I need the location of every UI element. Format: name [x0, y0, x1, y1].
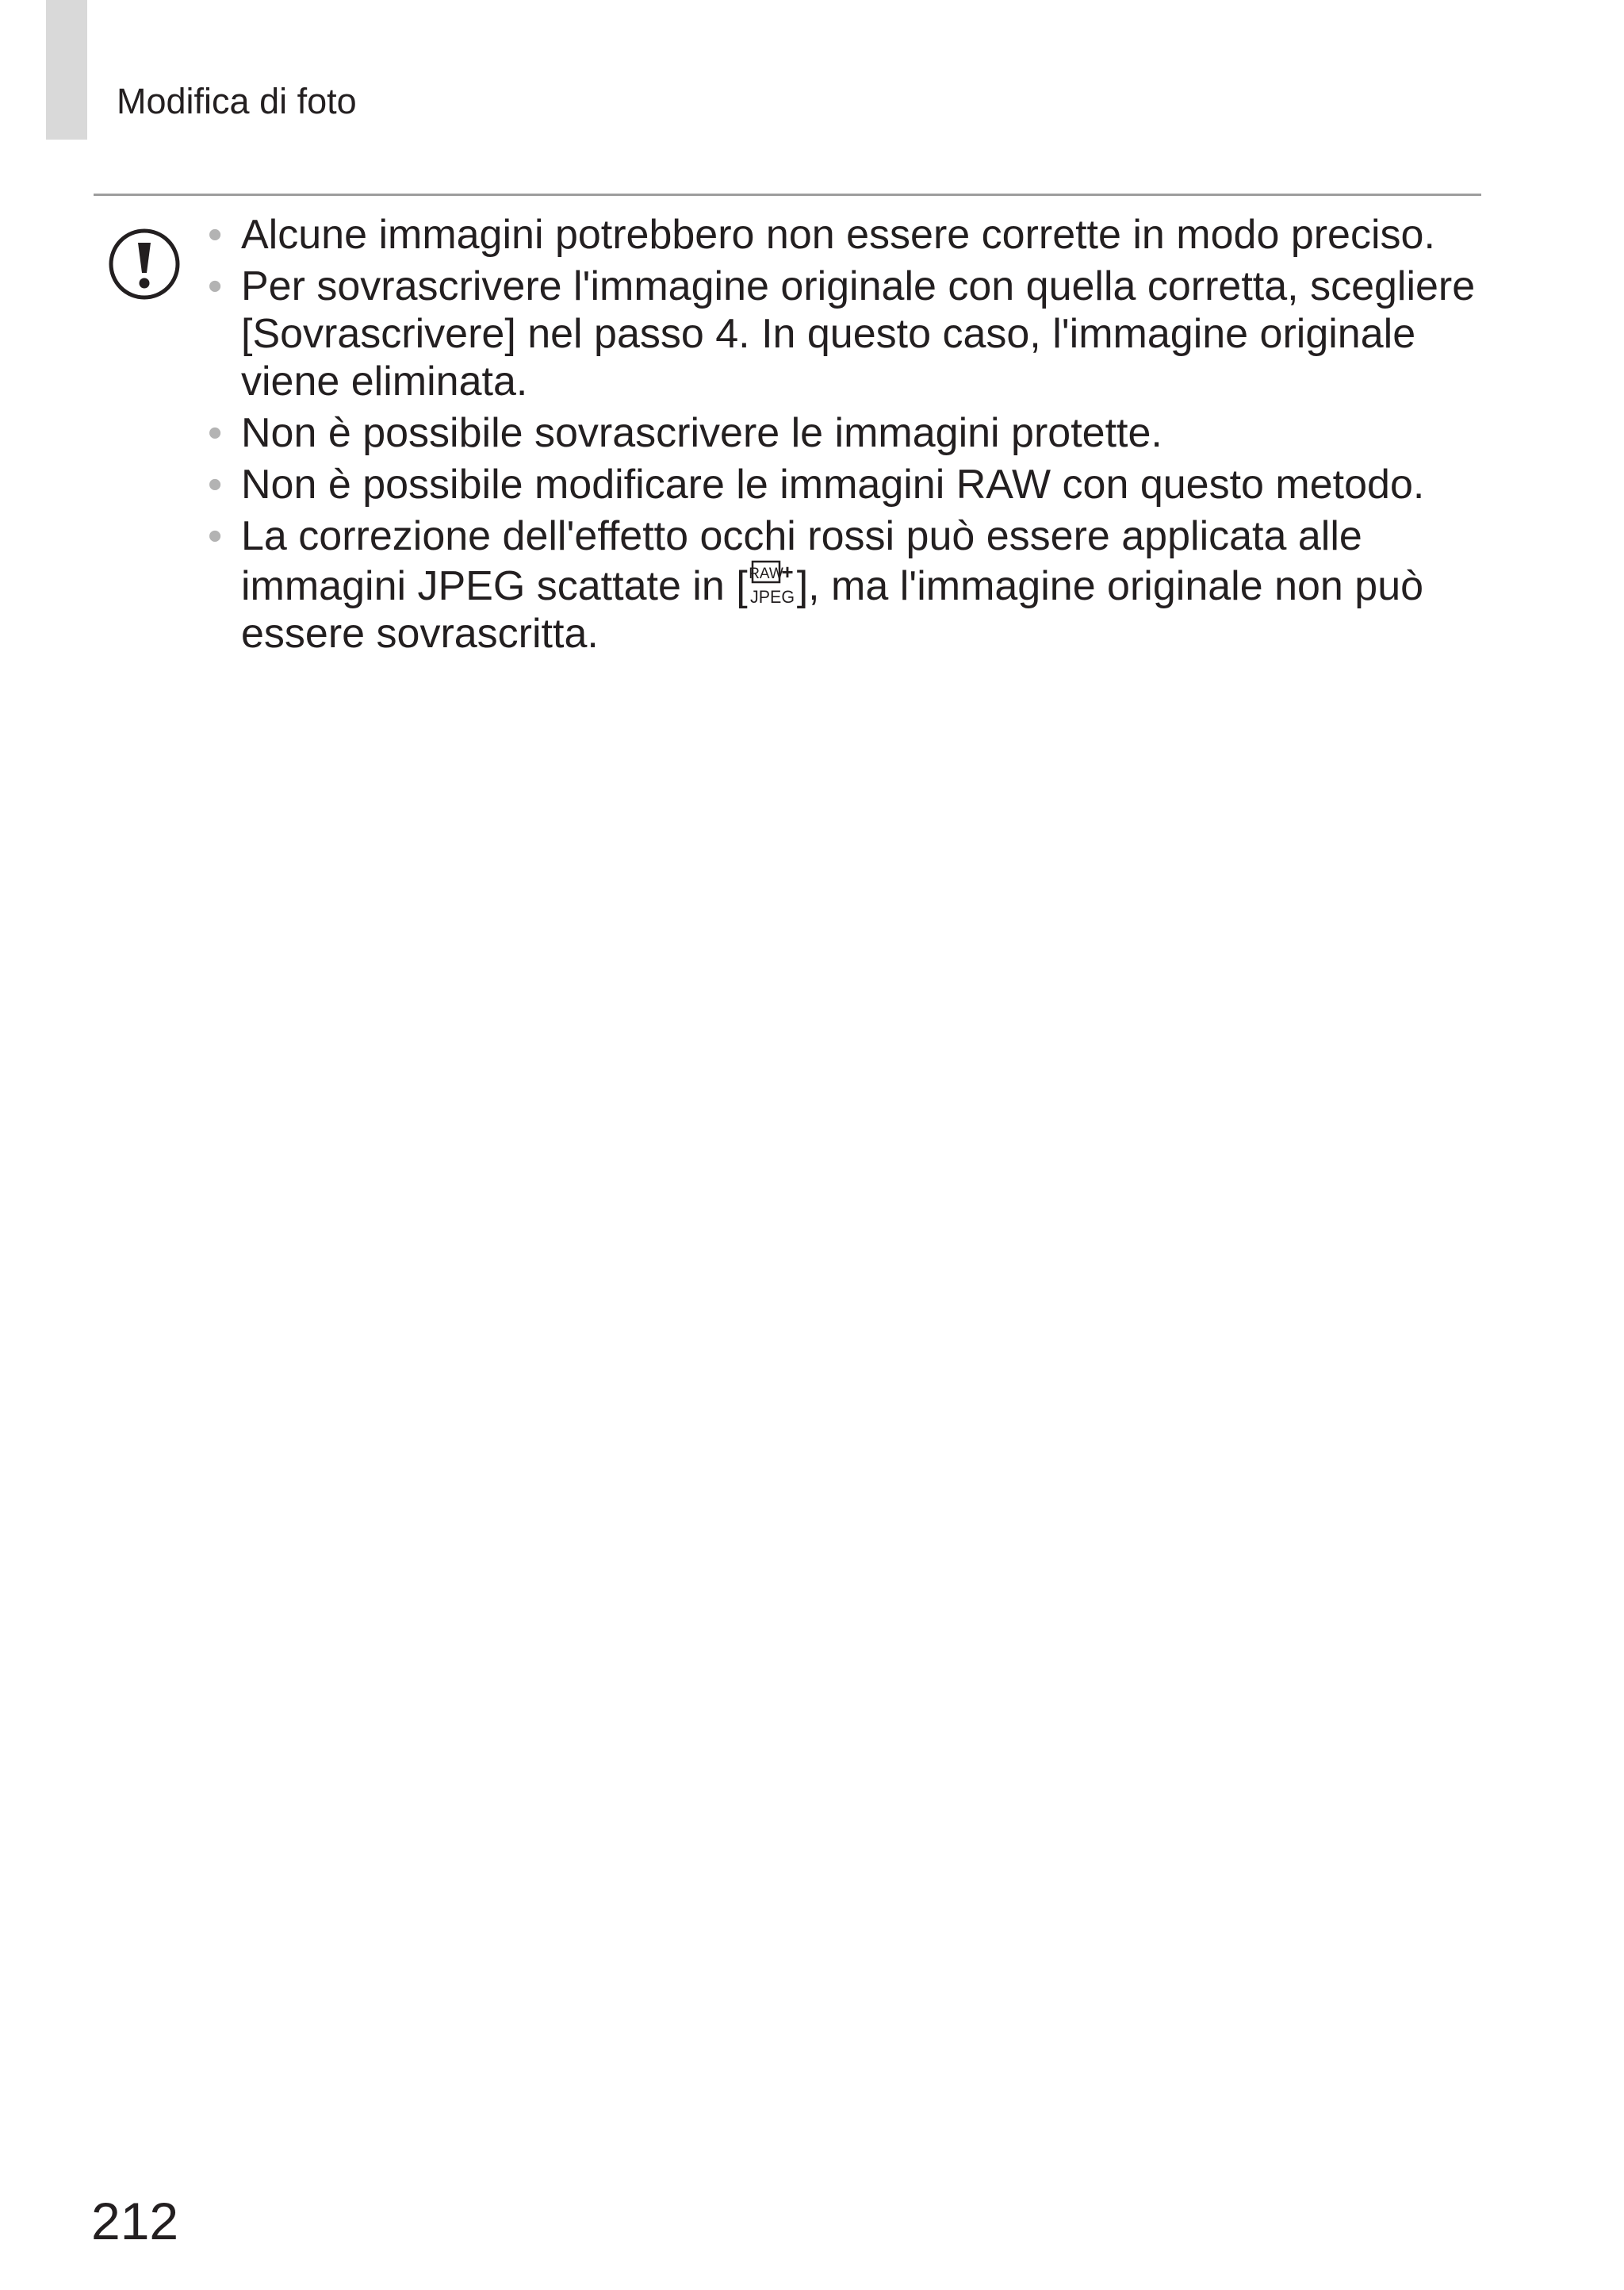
note-text-before-icon: La correzione dell'effetto occhi rossi può essere applicata alle immagini JPEG scattate in [ — [241, 513, 1362, 609]
caution-exclamation-icon — [105, 225, 183, 303]
page-number: 212 — [91, 2192, 179, 2250]
jpeg-icon-label: JPEG — [749, 587, 795, 607]
list-item — [205, 461, 1489, 508]
raw-icon-label: RAW — [748, 566, 783, 582]
caution-notes-list — [205, 211, 1489, 662]
bullet-dot: • — [208, 212, 223, 258]
header-divider — [94, 194, 1481, 196]
note-text: Non è possibile sovrascrivere le immagini protette. — [241, 410, 1162, 456]
list-item — [205, 512, 1489, 658]
raw-plus-jpeg-icon — [748, 560, 797, 608]
note-text: Non è possibile modificare le immagini RAW con questo metodo. — [241, 462, 1425, 508]
list-item — [205, 211, 1489, 259]
section-title: Modifica di foto — [117, 81, 357, 121]
section-side-tab — [46, 0, 87, 140]
list-item — [205, 263, 1489, 405]
bullet-dot: • — [208, 263, 223, 309]
note-text: Alcune immagini potrebbero non essere corrette in modo preciso. — [241, 212, 1435, 258]
bullet-dot: • — [208, 410, 223, 456]
raw-icon-plus: + — [781, 560, 794, 584]
note-text-after-icon: ], ma l'immagine originale non può essere sovrascritta. — [241, 563, 1424, 657]
bullet-dot: • — [208, 462, 223, 508]
bullet-dot: • — [208, 513, 223, 559]
list-item — [205, 409, 1489, 457]
note-text: Per sovrascrivere l'immagine originale con quella corretta, scegliere [Sovrascrivere] nel passo 4. In questo caso, l'immagine originale viene eliminata. — [241, 263, 1476, 405]
